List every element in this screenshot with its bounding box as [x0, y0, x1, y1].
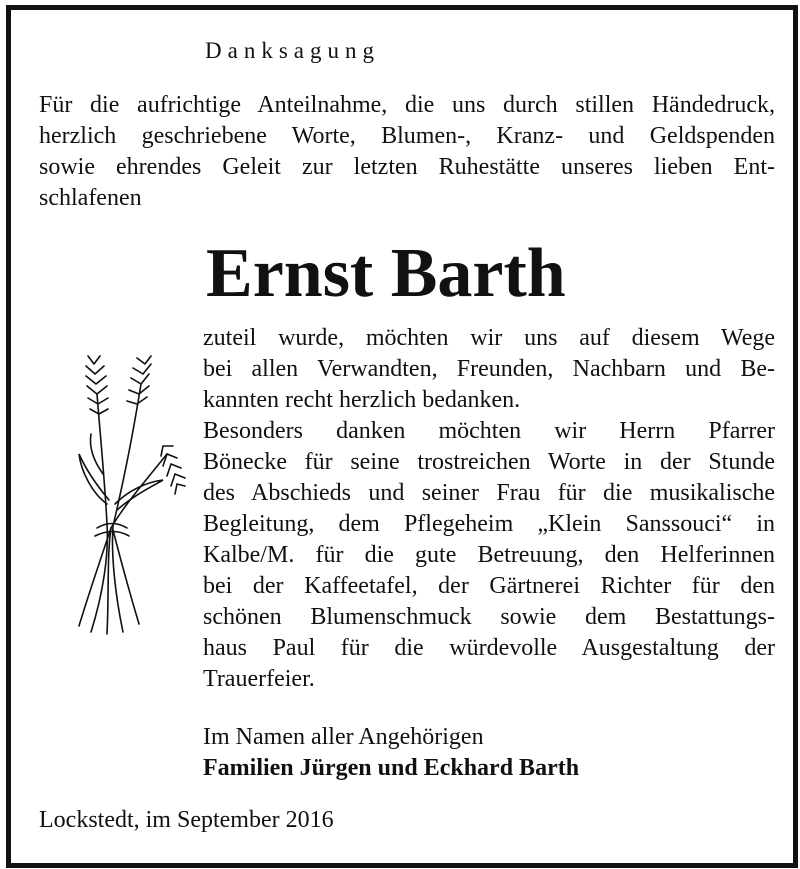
intro-paragraph — [39, 90, 775, 214]
wheat-sheaf-icon — [63, 354, 191, 638]
body-line: zuteil wurde, möchten wir uns auf diesem Wege — [203, 325, 775, 351]
intro-line: herzlich geschriebene Worte, Blumen-, Kranz- und Geldspenden — [39, 123, 775, 149]
body-line: Kalbe/M. für die gute Betreuung, den Helferinnen — [203, 542, 775, 568]
signature-intro: Im Namen aller Angehörigen — [203, 724, 484, 750]
body-line: schönen Blumenschmuck sowie dem Bestattungs- — [203, 604, 775, 630]
signature-names: Familien Jürgen und Eckhard Barth — [203, 755, 580, 781]
body-line: Bönecke für seine trostreichen Worte in der Stunde — [203, 449, 775, 475]
notice-frame — [6, 5, 798, 868]
intro-line: sowie ehrendes Geleit zur letzten Ruhestätte unseres lieben Ent- — [39, 154, 775, 180]
intro-line: Für die aufrichtige Anteilnahme, die uns durch stillen Händedruck, — [39, 92, 775, 118]
body-line: des Abschieds und seiner Frau für die musikalische — [203, 480, 775, 506]
body-line: bei der Kaffeetafel, der Gärtnerei Richter für den — [203, 573, 775, 599]
body-line: bei allen Verwandten, Freunden, Nachbarn und Be- — [203, 356, 775, 382]
deceased-name: Ernst Barth — [206, 235, 566, 312]
body-line: kannten recht herzlich bedanken. — [203, 387, 521, 413]
body-line: Begleitung, dem Pflegeheim „Klein Sanssouci“ in — [203, 511, 775, 537]
body-line: Trauerfeier. — [203, 666, 315, 692]
intro-line: schlafenen — [39, 185, 142, 211]
body-line: Besonders danken möchten wir Herrn Pfarrer — [203, 418, 775, 444]
body-line: haus Paul für die würdevolle Ausgestaltung der — [203, 635, 775, 661]
place-date: Lockstedt, im September 2016 — [39, 807, 334, 833]
body-paragraph — [203, 323, 775, 695]
notice-title: Danksagung — [205, 38, 380, 63]
